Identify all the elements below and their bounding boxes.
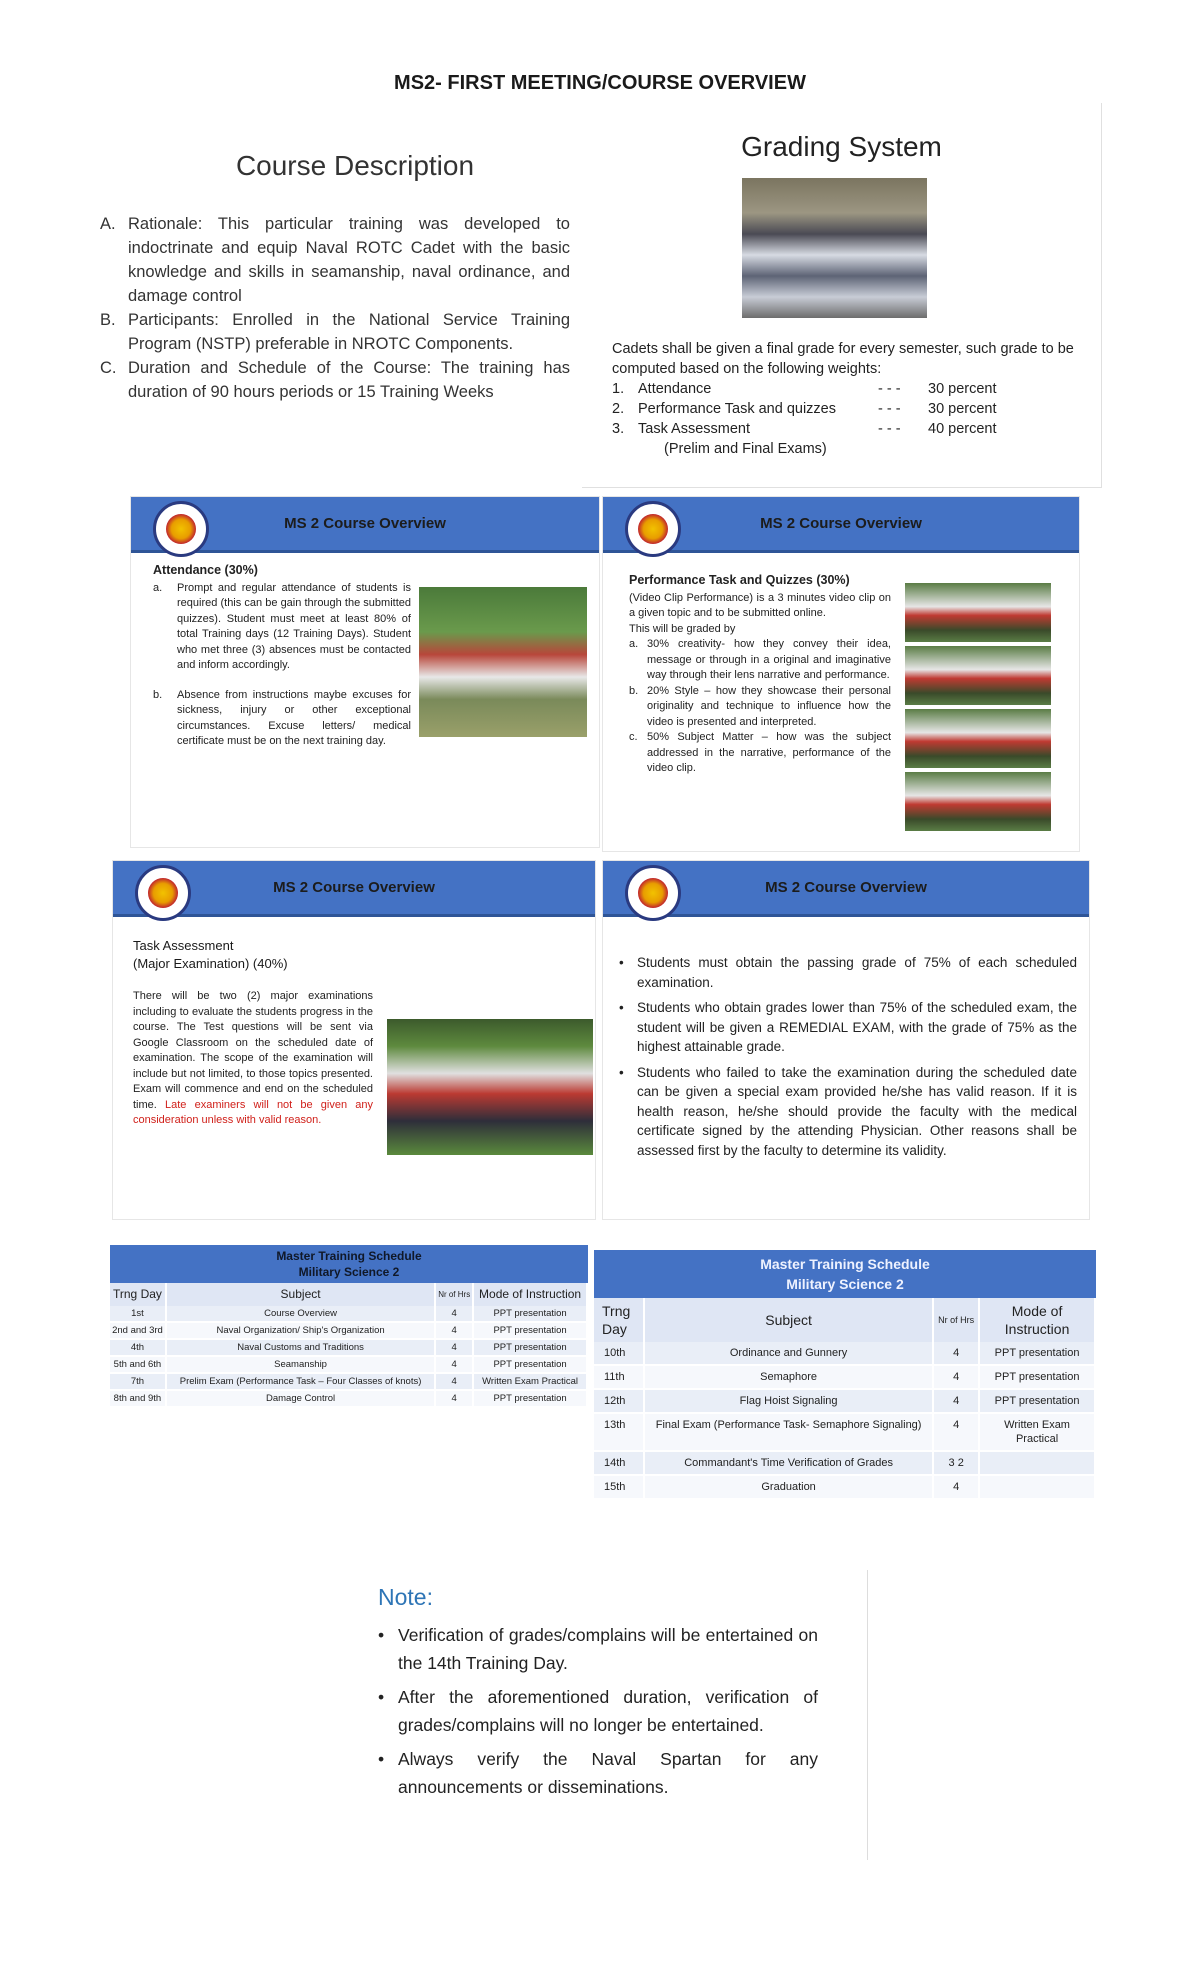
table-cell-hrs: 4 xyxy=(933,1389,979,1413)
overview-slide-performance xyxy=(602,496,1080,852)
list-item: • Students must obtain the passing grade of 75% of each scheduled examination. xyxy=(619,955,1077,990)
table-cell-subject: Ordinance and Gunnery xyxy=(644,1342,933,1365)
table-row xyxy=(110,1306,587,1322)
table-cell-mode: PPT presentation xyxy=(473,1322,587,1339)
semaphore-photo xyxy=(905,709,1051,768)
table-row xyxy=(110,1339,587,1356)
column-header: Subject xyxy=(166,1283,435,1306)
table-cell-hrs: 4 xyxy=(435,1339,473,1356)
table-cell-subject: Naval Organization/ Ship's Organization xyxy=(166,1322,435,1339)
table-cell-subject: Prelim Exam (Performance Task – Four Classes of knots) xyxy=(166,1373,435,1390)
list-item: b. 20% Style – how they showcase their personal originality and technique to influence how the video is presented and interpreted. xyxy=(629,684,891,728)
table-cell-mode: PPT presentation xyxy=(473,1390,587,1407)
grading-exam-note: (Prelim and Final Exams) xyxy=(664,441,827,457)
table-cell-mode: PPT presentation xyxy=(979,1389,1095,1413)
task-heading: Task Assessment xyxy=(133,938,234,953)
course-description-heading: Course Description xyxy=(235,150,475,181)
task-body: There will be two (2) major examinations including to evaluate the students progress in the course. The Test questions will be sent via Google Classroom on the scheduled date of examination. The scope of the examination will include but not limited, to those topics presented. Exam will commence and end on the scheduled time. xyxy=(133,990,373,1111)
performance-heading: Performance Task and Quizzes (30%) xyxy=(629,573,850,587)
semaphore-photos xyxy=(905,583,1051,835)
weight-row: 3. Task Assessment - - - 40 percent xyxy=(612,421,997,437)
column-header: Mode of Instruction xyxy=(473,1283,587,1306)
table-row xyxy=(594,1342,1095,1365)
table-cell-mode: Written Exam Practical xyxy=(473,1373,587,1390)
slide-header xyxy=(603,497,1079,553)
table-cell-mode: PPT presentation xyxy=(473,1356,587,1373)
slide-title: MS 2 Course Overview xyxy=(273,879,435,896)
list-item: • After the aforementioned duration, verification of grades/complains will no longer be entertained. xyxy=(378,1687,818,1735)
description-item: C. Duration and Schedule of the Course: The training has duration of 90 hours periods or 15 Training Weeks xyxy=(100,359,570,401)
attendance-heading: Attendance (30%) xyxy=(153,563,258,577)
list-item: • Students who failed to take the examination during the scheduled date can be given a special exam provided he/she has valid reason. If it is health reason, he/she should provide the faculty with the medical certificate signed by the attending Physician. Other reasons shall be assessed first by the faculty to determine its validity. xyxy=(619,1064,1077,1158)
table-cell-mode xyxy=(979,1451,1095,1475)
graded-by-label: This will be graded by xyxy=(629,622,736,635)
column-header: Subject xyxy=(644,1298,933,1342)
table-row xyxy=(594,1475,1095,1499)
table-row xyxy=(110,1390,587,1407)
overview-slide-attendance xyxy=(130,496,600,848)
table-cell-mode: Written Exam Practical xyxy=(979,1413,1095,1451)
table-cell-hrs: 4 xyxy=(435,1356,473,1373)
schedule-title: Master Training Schedule Military Science 2 xyxy=(110,1245,588,1283)
column-header: Trng Day xyxy=(594,1298,644,1342)
list-item: a. Prompt and regular attendance of students is required (this can be gain through the submitted quizzes). Student must meet at least 80% of total Training days (12 Training Days). Student who met three (3) absences must be contacted and inform accordingly. xyxy=(153,581,411,671)
table-cell-mode: PPT presentation xyxy=(979,1342,1095,1365)
cadets-audience-photo xyxy=(742,178,927,318)
table-cell-hrs: 4 xyxy=(933,1413,979,1451)
table-cell-hrs: 4 xyxy=(435,1390,473,1407)
slide-header xyxy=(131,497,599,553)
list-item: c. 50% Subject Matter – how was the subject addressed in the narrative, performance of the video clip. xyxy=(629,731,891,774)
table-cell-mode: PPT presentation xyxy=(473,1306,587,1322)
description-item: A. Rationale: This particular training was developed to indoctrinate and equip Naval ROTC Cadet with the basic knowledge and skills in seamanship, naval ordinance, and damage control xyxy=(100,215,570,305)
table-cell-subject: Flag Hoist Signaling xyxy=(644,1389,933,1413)
table-cell-day: 11th xyxy=(594,1365,644,1389)
schedule-table-part1 xyxy=(110,1245,588,1408)
note-heading: Note: xyxy=(378,1584,433,1610)
list-item: • Students who obtain grades lower than 75% of the scheduled exam, the student will be given a REMEDIAL EXAM, with the grade of 75% as the highest attainable grade. xyxy=(619,1000,1077,1054)
table-cell-day: 5th and 6th xyxy=(110,1356,166,1373)
list-item: a. 30% creativity- how they convey their idea, message or through in a original and imaginative way through their lens narrative and performance. xyxy=(629,638,891,681)
table-cell-hrs: 4 xyxy=(933,1365,979,1389)
table-cell-hrs: 4 xyxy=(435,1306,473,1322)
list-item: • Verification of grades/complains will be entertained on the 14th Training Day. xyxy=(378,1625,818,1673)
table-row xyxy=(594,1451,1095,1475)
overview-slide-exam-rules xyxy=(602,860,1090,1220)
table-cell-subject: Naval Customs and Traditions xyxy=(166,1339,435,1356)
grading-system-slide xyxy=(582,103,1102,488)
table-cell-day: 12th xyxy=(594,1389,644,1413)
task-subheading: (Major Examination) (40%) xyxy=(133,956,288,971)
semaphore-photo xyxy=(905,646,1051,705)
document-title: MS2- FIRST MEETING/COURSE OVERVIEW xyxy=(394,72,806,94)
grading-intro: Cadets shall be given a final grade for every semester, such grade to be computed based on the following weights: xyxy=(612,341,1074,377)
table-cell-subject: Final Exam (Performance Task- Semaphore Signaling) xyxy=(644,1413,933,1451)
table-cell-day: 2nd and 3rd xyxy=(110,1322,166,1339)
column-header: Nr of Hrs xyxy=(933,1298,979,1342)
performance-intro: (Video Clip Performance) is a 3 minutes video clip on a given topic and to be submitted online. xyxy=(629,591,891,619)
late-warning: Late examiners will not be given any consideration unless with valid reason. xyxy=(133,1098,373,1126)
table-cell-mode xyxy=(979,1475,1095,1499)
table-cell-day: 13th xyxy=(594,1413,644,1451)
table-cell-subject: Damage Control xyxy=(166,1390,435,1407)
grading-heading: Grading System xyxy=(741,131,942,162)
table-cell-day: 10th xyxy=(594,1342,644,1365)
cadets-formation-photo xyxy=(419,587,587,737)
table-row xyxy=(594,1365,1095,1389)
table-row xyxy=(594,1389,1095,1413)
slide-header xyxy=(113,861,595,917)
list-item: b. Absence from instructions maybe excuses for sickness, injury or other exceptional circumstances. Excuse letters/ medical certificate must be on the next training day. xyxy=(153,688,411,747)
table-cell-hrs: 4 xyxy=(435,1373,473,1390)
table-cell-hrs: 4 xyxy=(435,1322,473,1339)
table-cell-subject: Graduation xyxy=(644,1475,933,1499)
slide-title: MS 2 Course Overview xyxy=(760,515,922,532)
weight-row: 2. Performance Task and quizzes - - - 30 percent xyxy=(612,401,997,417)
table-row xyxy=(110,1322,587,1339)
column-header: Nr of Hrs xyxy=(435,1283,473,1306)
table-cell-mode: PPT presentation xyxy=(473,1339,587,1356)
column-header: Mode of Instruction xyxy=(979,1298,1095,1342)
table-cell-day: 7th xyxy=(110,1373,166,1390)
table-row xyxy=(594,1413,1095,1451)
weight-row: 1. Attendance - - - 30 percent xyxy=(612,381,997,397)
table-cell-subject: Semaphore xyxy=(644,1365,933,1389)
table-row xyxy=(110,1356,587,1373)
table-cell-subject: Seamanship xyxy=(166,1356,435,1373)
slide-header xyxy=(603,861,1089,917)
cadets-marching-photo xyxy=(387,1019,593,1155)
slide-title: MS 2 Course Overview xyxy=(765,879,927,896)
table-cell-day: 14th xyxy=(594,1451,644,1475)
note-slide xyxy=(348,1570,868,1860)
table-cell-subject: Course Overview xyxy=(166,1306,435,1322)
slide-title: MS 2 Course Overview xyxy=(284,515,446,532)
table-cell-mode: PPT presentation xyxy=(979,1365,1095,1389)
table-cell-subject: Commandant's Time Verification of Grades xyxy=(644,1451,933,1475)
table-row xyxy=(110,1373,587,1390)
semaphore-photo xyxy=(905,583,1051,642)
course-description-slide xyxy=(100,150,570,490)
list-item: • Always verify the Naval Spartan for any announcements or disseminations. xyxy=(378,1749,818,1797)
table-cell-day: 8th and 9th xyxy=(110,1390,166,1407)
table-cell-hrs: 4 xyxy=(933,1475,979,1499)
table-cell-hrs: 3 2 xyxy=(933,1451,979,1475)
column-header: Trng Day xyxy=(110,1283,166,1306)
overview-slide-task-assessment xyxy=(112,860,596,1220)
description-item: B. Participants: Enrolled in the National Service Training Program (NSTP) preferable in NROTC Components. xyxy=(100,311,570,353)
table-cell-day: 1st xyxy=(110,1306,166,1322)
schedule-table-part2 xyxy=(594,1250,1096,1500)
semaphore-photo xyxy=(905,772,1051,831)
schedule-title: Master Training Schedule Military Science 2 xyxy=(594,1250,1096,1298)
table-cell-hrs: 4 xyxy=(933,1342,979,1365)
table-cell-day: 15th xyxy=(594,1475,644,1499)
table-cell-day: 4th xyxy=(110,1339,166,1356)
